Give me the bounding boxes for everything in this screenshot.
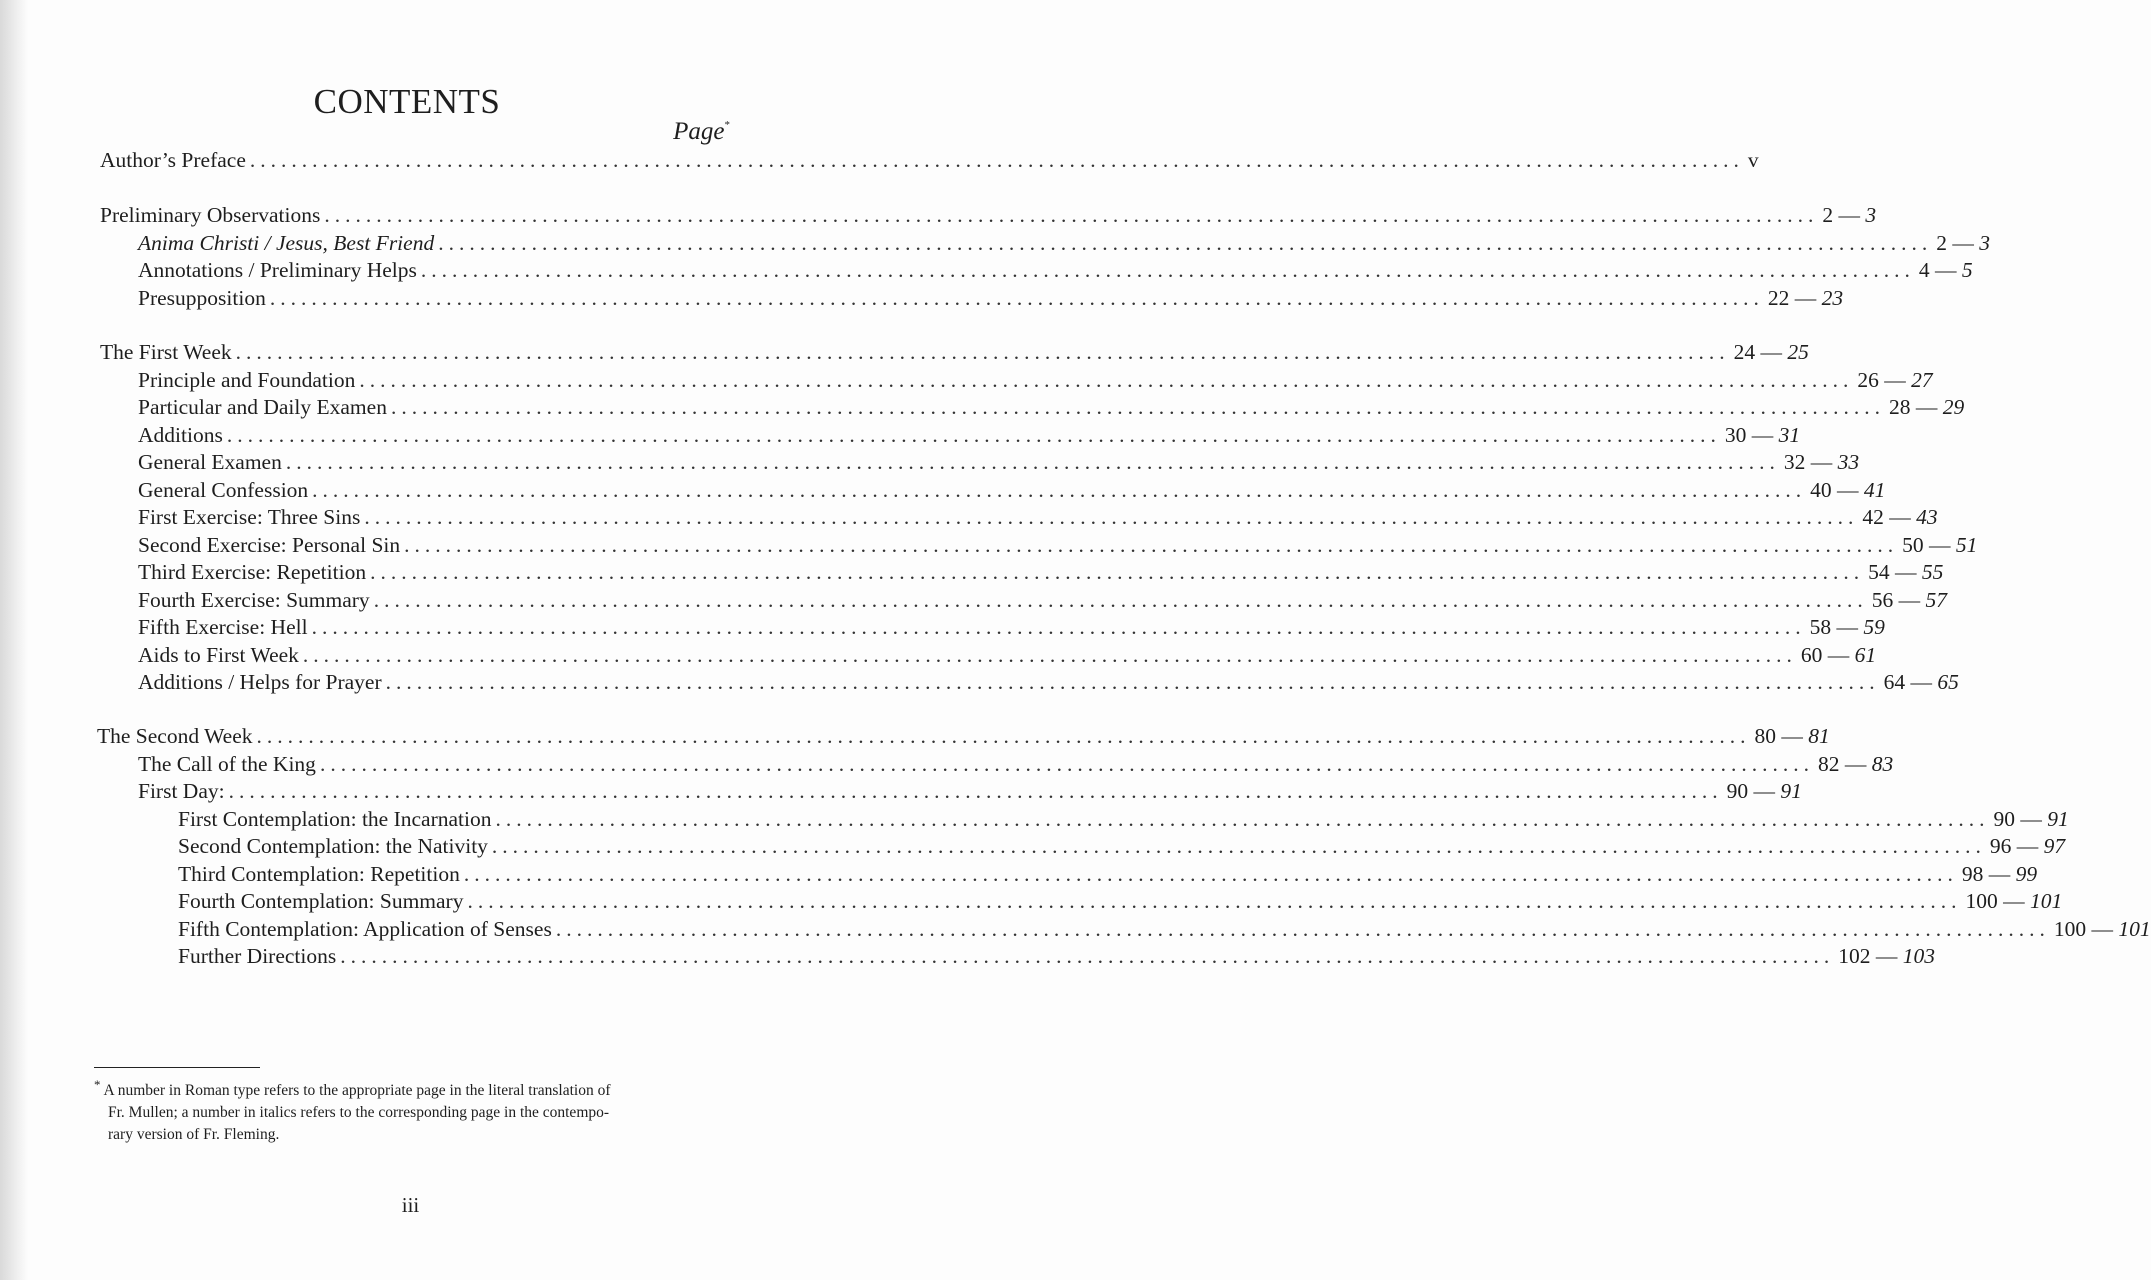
page-roman: 28 [1888,395,1911,419]
toc-entry [138,750,1894,778]
toc-entry-pages [1993,805,2068,833]
dot-leader: ................................................................................................................................................ [491,834,1986,858]
toc-entry [138,476,1886,504]
page-italic: 41 [1863,478,1886,502]
toc-entry-pages [1727,777,1802,805]
page-italic: 59 [1863,615,1885,639]
page-roman: v [1747,148,1759,172]
toc-entry [178,915,2151,943]
page-italic: 3 [1865,203,1877,227]
toc-entry-pages [1801,641,1876,669]
toc-entry [138,558,1944,586]
dot-leader: ................................................................................................................................................ [370,560,1865,584]
dot-leader: ................................................................................................................................................ [364,505,1859,529]
page-dash: — [2014,807,2048,831]
toc-entry-title: Fourth Contemplation: Summary [178,889,464,913]
toc-entry [138,586,1947,614]
toc-entry [178,942,1935,970]
page-roman: 102 [1838,944,1871,968]
footnote-line: rary version of Fr. Fleming. [108,1126,280,1144]
page-roman: 100 [1965,889,1998,913]
page-italic: 101 [2118,917,2151,941]
toc-entry [178,805,2069,833]
page-dash: — [1833,203,1866,227]
toc-entry-pages [1936,229,1990,257]
page-roman: 40 [1810,478,1832,502]
toc-entry [138,229,1990,257]
toc-entry [97,722,1830,750]
page-dash: — [1822,643,1855,667]
toc-entry-pages [1872,586,1947,614]
dot-leader: ................................................................................................................................................ [495,807,1990,831]
page-dash: — [1946,231,1980,255]
toc-entry-pages [1902,531,1977,559]
toc-entry [138,366,1933,394]
page-dash: — [1831,478,1864,502]
toc-entry-title: General Examen [138,450,282,474]
toc-entry-pages [1889,393,1964,421]
toc-entry-title: Particular and Daily Examen [138,395,387,419]
footnote-text-1: A number in Roman type refers to the appropriate page in the literal translation of [103,1082,611,1100]
toc-entry [138,641,1877,669]
toc-entry [178,832,2066,860]
page-roman: 96 [1989,834,2012,858]
dot-leader: ................................................................................................................................................ [269,286,1764,310]
page-column-header-label: Page [673,118,725,145]
page-dash: — [1748,779,1781,803]
page-roman: 82 [1817,752,1840,776]
toc-entry-pages [1857,366,1932,394]
dot-leader: ................................................................................................................................................ [228,779,1723,803]
dot-leader: ................................................................................................................................................ [311,615,1806,639]
dot-leader: ................................................................................................................................................ [340,944,1835,968]
toc-entry-pages [1884,668,1959,696]
page-dash: — [1839,752,1872,776]
toc-entry-title: The First Week [100,340,232,364]
toc-entry-pages [1990,832,2065,860]
toc-entry-title: First Contemplation: the Incarnation [178,807,492,831]
footnote-line [94,1074,734,1102]
toc-entry-title: Fifth Contemplation: Application of Senses [178,917,552,941]
page-italic: 23 [1821,286,1844,310]
toc-entry-title: First Exercise: Three Sins [138,505,361,529]
toc-entry [100,201,1877,229]
toc-entry-pages [1838,942,1935,970]
dot-leader: ................................................................................................................................................ [420,258,1915,282]
toc-entry-pages [1748,146,1759,174]
toc-entry [138,668,1959,696]
page-italic: 61 [1854,643,1877,667]
page-roman: 54 [1868,560,1890,584]
toc-entry-title: Fourth Exercise: Summary [138,588,370,612]
toc-entry-pages [2054,915,2151,943]
page-italic: 25 [1787,340,1809,364]
page-dash: — [1983,862,2016,886]
page-italic: 33 [1837,450,1860,474]
page-italic: 27 [1911,368,1933,392]
page-italic: 97 [2043,834,2066,858]
toc-entry-pages [1725,421,1800,449]
dot-leader: ................................................................................................................................................ [324,203,1819,227]
page-dash: — [1910,395,1943,419]
toc-entry-pages [1862,503,1937,531]
toc-entry-pages [1818,750,1893,778]
toc-entry-pages [1810,613,1885,641]
page-italic: 3 [1979,231,1990,255]
page-italic: 91 [2047,807,2069,831]
page-italic: 83 [1871,752,1894,776]
toc-entry-pages [1768,284,1843,312]
page-italic: 103 [1902,944,1935,968]
toc-entry-title: First Day: [138,779,225,803]
page-roman: 4 [1918,258,1930,282]
toc-entry [138,421,1801,449]
toc-entry-pages [1962,860,2037,888]
page-italic: 5 [1961,258,1973,282]
page-roman: 22 [1767,286,1790,310]
toc-entry-title: The Second Week [97,724,253,748]
toc-entry [138,284,1844,312]
toc-entry-title: Second Exercise: Personal Sin [138,533,401,557]
page-roman: 24 [1733,340,1756,364]
toc-entry [138,448,1860,476]
page-roman: 90 [1726,779,1749,803]
toc-entry [178,887,2063,915]
page-roman: 60 [1800,643,1823,667]
page-dash: — [1870,944,1903,968]
dot-leader: ................................................................................................................................................ [256,724,1751,748]
page-dash: — [2011,834,2044,858]
toc-entry-title: Further Directions [178,944,337,968]
toc-entry-title: Second Contemplation: the Nativity [178,834,488,858]
page-dash: — [1805,450,1838,474]
page-italic: 43 [1916,505,1938,529]
toc-entry-pages [1868,558,1943,586]
toc-entry [178,860,2038,888]
toc-entry-title: Aids to First Week [138,643,299,667]
dot-leader: ................................................................................................................................................ [438,231,1933,255]
toc-entry-title: Preliminary Observations [100,203,321,227]
toc-entry-title: Additions / Helps for Prayer [138,670,382,694]
toc-entry [138,256,1973,284]
page-roman: 2 [1936,231,1947,255]
page-roman: 58 [1809,615,1832,639]
page-italic: 31 [1778,423,1801,447]
page-roman: 50 [1902,533,1924,557]
page-roman: 2 [1822,203,1834,227]
page-dash: — [1878,368,1912,392]
page-dash: — [1746,423,1779,447]
page-roman: 42 [1862,505,1884,529]
page-dash: — [1889,560,1922,584]
page-italic: 29 [1942,395,1965,419]
page-dash: — [2086,917,2119,941]
page-dash: — [1776,724,1809,748]
toc-entry [138,393,1965,421]
page-roman: 30 [1724,423,1747,447]
toc-entry-title: Additions [138,423,223,447]
page-italic: 55 [1921,560,1944,584]
page-roman: 98 [1961,862,1984,886]
toc-entry-title: Third Exercise: Repetition [138,560,367,584]
dot-leader: ................................................................................................................................................ [404,533,1899,557]
toc-entry-title: Third Contemplation: Repetition [178,862,460,886]
page-italic: 101 [2029,889,2063,913]
toc-entry-pages [1919,256,1973,284]
toc-entry-pages [1734,338,1809,366]
dot-leader: ................................................................................................................................................ [302,643,1797,667]
toc-entry [138,777,1802,805]
page-italic: 65 [1937,670,1959,694]
dot-leader: ................................................................................................................................................ [390,395,1885,419]
page-italic: 57 [1925,588,1947,612]
toc-entry-pages [1822,201,1876,229]
page-italic: 91 [1780,779,1802,803]
page-dash: — [1755,340,1788,364]
page-roman: 32 [1783,450,1806,474]
page-column-header-mark: * [724,119,730,131]
dot-leader: ................................................................................................................................................ [467,889,1962,913]
toc-entry [100,146,1759,174]
page-title: CONTENTS [313,82,501,121]
toc-entry-pages [1965,887,2062,915]
dot-leader: ................................................................................................................................................ [555,917,2050,941]
footnote-rule [94,1067,260,1068]
footnote-mark: * [94,1077,101,1092]
footnote-line: Fr. Mullen; a number in italics refers to the corresponding page in the contempo- [108,1104,610,1122]
toc-entry-title: Principle and Foundation [138,368,356,392]
page-dash: — [1893,588,1926,612]
page-dash: — [1929,258,1962,282]
page-roman: 56 [1871,588,1894,612]
toc-entry-title: Fifth Exercise: Hell [138,615,308,639]
page-roman: 80 [1754,724,1776,748]
page-roman: 90 [1993,807,2015,831]
toc-entry-pages [1784,448,1859,476]
dot-leader: ................................................................................................................................................ [312,478,1807,502]
toc-entry-title: Author’s Preface [100,148,246,172]
page-dash: — [1997,889,2030,913]
page-dash: — [1831,615,1864,639]
toc-entry-title: Annotations / Preliminary Helps [138,258,417,282]
dot-leader: ................................................................................................................................................ [285,450,1780,474]
dot-leader: ................................................................................................................................................ [463,862,1958,886]
page-dash: — [1923,533,1956,557]
dot-leader: ................................................................................................................................................ [226,423,1721,447]
page-italic: 81 [1808,724,1830,748]
dot-leader: ................................................................................................................................................ [359,368,1854,392]
page-roman: 64 [1883,670,1906,694]
toc-entry [100,338,1809,366]
page-number: iii [401,1193,420,1217]
dot-leader: ................................................................................................................................................ [319,752,1814,776]
toc-entry-pages [1755,722,1830,750]
page-dash: — [1905,670,1938,694]
page-italic: 51 [1955,533,1978,557]
toc-entry [138,531,1978,559]
page-roman: 100 [2053,917,2087,941]
page-dash: — [1789,286,1822,310]
page-roman: 26 [1857,368,1879,392]
toc-entry [138,613,1885,641]
dot-leader: ................................................................................................................................................ [235,340,1730,364]
dot-leader: ................................................................................................................................................ [385,670,1880,694]
toc-entry [138,503,1938,531]
toc-entry-title: Anima Christi / Jesus, Best Friend [138,231,435,255]
toc-entry-title: General Confession [138,478,309,502]
toc-entry-pages [1810,476,1885,504]
dot-leader: ................................................................................................................................................ [249,148,1744,172]
footnote [94,1074,734,1146]
toc-entry-title: Presupposition [138,286,266,310]
page-italic: 99 [2015,862,2038,886]
dot-leader: ................................................................................................................................................ [373,588,1868,612]
toc-entry-title: The Call of the King [138,752,316,776]
page-dash: — [1883,505,1917,529]
